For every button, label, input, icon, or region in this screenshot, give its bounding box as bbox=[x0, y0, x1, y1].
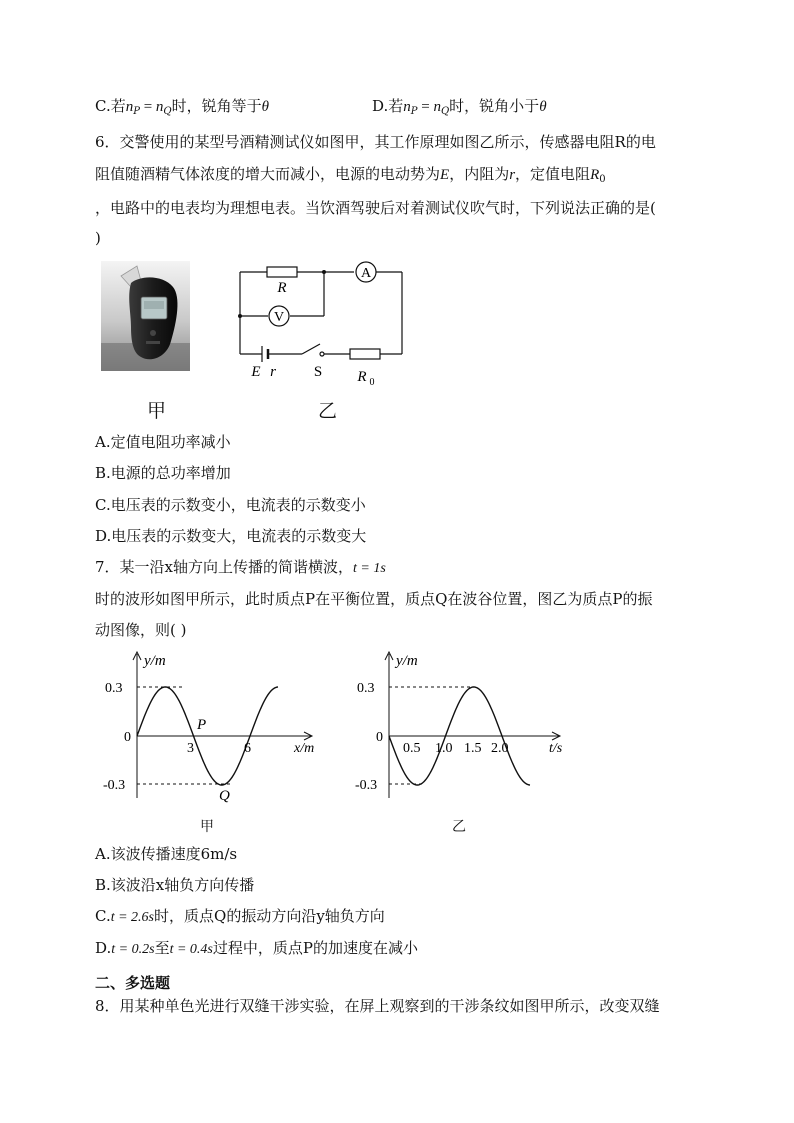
q6-option-c: C.电压表的示数变小，电流表的示数变小 bbox=[95, 496, 366, 514]
q6-option-a: A.定值电阻功率减小 bbox=[95, 433, 231, 451]
voltmeter-label: V bbox=[273, 310, 285, 325]
wave-jia-x6: 6 bbox=[244, 741, 251, 756]
q7-line1 bbox=[95, 556, 386, 580]
wave-jia-x3: 3 bbox=[187, 741, 194, 756]
vib-yi-t10: 1.0 bbox=[435, 741, 453, 756]
q5-c-prefix: C.若 bbox=[95, 97, 126, 115]
wave-jia-ylabel: y/m bbox=[144, 653, 166, 669]
q6-e: E bbox=[440, 167, 450, 183]
vib-yi-ybot: -0.3 bbox=[355, 778, 378, 793]
q7-option-b: B.该波沿x轴负方向传播 bbox=[95, 876, 255, 894]
wave-jia-xlabel: x/m bbox=[294, 741, 315, 756]
wave-graph-jia bbox=[100, 648, 330, 808]
q5-c-suffix: 时，锐角等于 bbox=[171, 97, 262, 115]
q5-d-eq: = bbox=[417, 99, 434, 115]
q5-c-nq: n bbox=[155, 99, 164, 115]
q8-line1: 8．用某种单色光进行双缝干涉实验，在屏上观察到的干涉条纹如图甲所示，改变双缝 bbox=[95, 997, 660, 1015]
wave-jia-caption: 甲 bbox=[200, 819, 214, 835]
internal-r-label: r bbox=[270, 364, 276, 380]
q7-d-mid: 至 bbox=[154, 939, 170, 957]
q5-c-subp: P bbox=[133, 106, 140, 117]
q7-option-d bbox=[95, 937, 418, 961]
q6-line4: ) bbox=[95, 229, 101, 247]
q7-d-prefix: D. bbox=[95, 939, 112, 957]
q6-line2-c: ，定值电阻 bbox=[515, 165, 591, 183]
q5-d-nq: n bbox=[433, 99, 441, 115]
q7-d-text: 过程中，质点P的加速度在减小 bbox=[212, 939, 418, 957]
q5-d-np: n bbox=[403, 99, 411, 115]
q7-d-time2: t = 0.4s bbox=[169, 942, 213, 957]
vib-yi-ytop: 0.3 bbox=[357, 681, 375, 696]
q7-option-a: A.该波传播速度6m/s bbox=[95, 845, 238, 863]
q5-d-prefix: D.若 bbox=[372, 97, 404, 115]
q7-line1-text: 7．某一沿x轴方向上传播的简谐横波， bbox=[95, 558, 354, 576]
vib-yi-xlabel: t/s bbox=[549, 741, 563, 756]
vib-yi-ylabel: y/m bbox=[396, 653, 418, 669]
vibration-graph-yi bbox=[352, 648, 574, 808]
q5-c-np: n bbox=[125, 99, 134, 115]
q7-c-time: t = 2.6s bbox=[110, 910, 155, 925]
q5-d-theta: θ bbox=[539, 99, 547, 115]
wave-jia-yzero: 0 bbox=[124, 730, 131, 745]
wave-jia-point-p: P bbox=[197, 717, 207, 733]
circuit-diagram bbox=[232, 258, 410, 390]
breathalyzer-photo bbox=[101, 261, 190, 371]
resistor-r-label: R bbox=[277, 280, 287, 296]
q5-c-subq: Q bbox=[163, 106, 172, 117]
q6-line1: 6．交警使用的某型号酒精测试仪如图甲，其工作原理如图乙所示，传感器电阻R的电 bbox=[95, 133, 656, 151]
vib-yi-t05: 0.5 bbox=[403, 741, 421, 756]
emf-label: E bbox=[251, 364, 261, 380]
q6-line2-b: ，内阻为 bbox=[449, 165, 510, 183]
q6-line2-a: 阻值随酒精气体浓度的增大而减小，电源的电动势为 bbox=[95, 165, 441, 183]
q7-c-prefix: C. bbox=[95, 907, 111, 925]
switch-label: S bbox=[313, 364, 323, 380]
vib-yi-t20: 2.0 bbox=[491, 741, 509, 756]
figure-caption-jia: 甲 bbox=[147, 400, 167, 422]
r0-label: R bbox=[357, 369, 367, 385]
wave-jia-ytop: 0.3 bbox=[105, 681, 123, 696]
q7-d-time1: t = 0.2s bbox=[111, 942, 155, 957]
vib-yi-t15: 1.5 bbox=[464, 741, 482, 756]
q6-option-d: D.电压表的示数变大，电流表的示数变大 bbox=[95, 527, 367, 545]
vib-yi-yzero: 0 bbox=[376, 730, 383, 745]
wave-jia-point-q: Q bbox=[219, 788, 230, 804]
section-multi-choice-title: 二、多选题 bbox=[95, 974, 171, 992]
r0-sub-label: 0 bbox=[369, 377, 375, 388]
q5-d-subq: Q bbox=[440, 106, 450, 117]
q7-option-c bbox=[95, 905, 385, 929]
q6-r0-sub: 0 bbox=[599, 174, 606, 185]
figure-caption-yi: 乙 bbox=[318, 400, 338, 422]
q5-d-suffix: 时，锐角小于 bbox=[449, 97, 540, 115]
q5-c-eq: = bbox=[139, 99, 156, 115]
q7-c-text: 时，质点Q的振动方向沿y轴负方向 bbox=[154, 907, 385, 925]
q6-line3: ，电路中的电表均为理想电表。当饮酒驾驶后对着测试仪吹气时，下列说法正确的是( bbox=[95, 199, 656, 217]
q5-c-theta: θ bbox=[261, 99, 270, 115]
wave-jia-ybot: -0.3 bbox=[103, 778, 126, 793]
ammeter-label: A bbox=[360, 266, 372, 281]
vib-yi-caption: 乙 bbox=[452, 819, 466, 835]
q6-line2 bbox=[95, 163, 606, 191]
q7-line2: 时的波形如图甲所示，此时质点P在平衡位置，质点Q在波谷位置，图乙为质点P的振 bbox=[95, 590, 653, 608]
q7-t-eq: t = 1s bbox=[353, 561, 386, 576]
q6-r: r bbox=[509, 167, 516, 183]
q6-option-b: B.电源的总功率增加 bbox=[95, 464, 231, 482]
q6-r0: R bbox=[590, 167, 600, 183]
q5-d-subp: P bbox=[410, 106, 418, 117]
q5-option-c bbox=[95, 95, 269, 123]
q5-option-d bbox=[372, 95, 547, 123]
q7-line3: 动图像，则( ) bbox=[95, 621, 187, 639]
